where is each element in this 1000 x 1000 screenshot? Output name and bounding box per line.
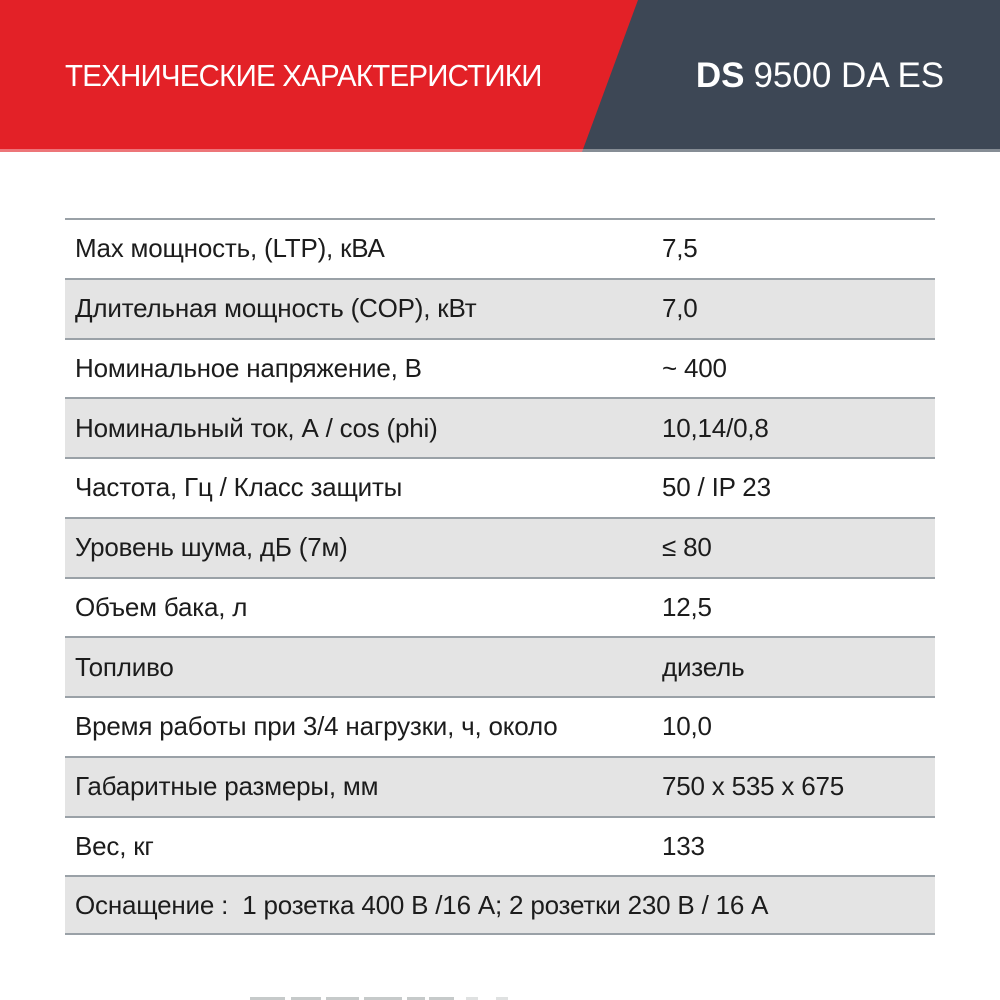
spec-value: 7,0 <box>662 293 698 324</box>
spec-label: Оснащение : 1 розетка 400 В /16 А; 2 розетки 230 В / 16 А <box>75 889 769 920</box>
header-band <box>0 0 1000 152</box>
spec-value: ≤ 80 <box>662 532 712 563</box>
spec-value: 133 <box>662 830 705 861</box>
table-row <box>65 636 935 696</box>
table-row <box>65 816 935 876</box>
spec-label: Объем бака, л <box>75 591 248 622</box>
table-row <box>65 756 935 816</box>
spec-label: Габаритные размеры, мм <box>75 771 379 802</box>
table-row <box>65 338 935 398</box>
spec-value: 50 / IP 23 <box>662 472 771 503</box>
table-row <box>65 218 935 278</box>
table-row <box>65 577 935 637</box>
spec-label: Номинальный ток, А / cos (phi) <box>75 412 438 443</box>
spec-value: дизель <box>662 651 745 682</box>
model-name-brand: DS <box>695 56 745 95</box>
spec-value: 750 x 535 x 675 <box>662 771 845 802</box>
table-row <box>65 517 935 577</box>
table-row <box>65 457 935 517</box>
table-row <box>65 696 935 756</box>
spec-label: Max мощность, (LTP), кВА <box>75 233 385 264</box>
spec-label: Уровень шума, дБ (7м) <box>75 532 348 563</box>
page-title: ТЕХНИЧЕСКИЕ ХАРАКТЕРИСТИКИ <box>65 58 542 93</box>
spec-label: Топливо <box>75 651 174 682</box>
spec-label: Длительная мощность (COP), кВт <box>75 293 477 324</box>
table-row <box>65 278 935 338</box>
spec-label: Частота, Гц / Класс защиты <box>75 472 403 503</box>
table-row <box>65 875 935 935</box>
spec-value: ~ 400 <box>662 352 727 383</box>
spec-value: 7,5 <box>662 233 698 264</box>
spec-table <box>65 218 935 935</box>
spec-label: Время работы при 3/4 нагрузки, ч, около <box>75 711 558 742</box>
model-name <box>640 0 1000 152</box>
spec-value: 10,0 <box>662 711 712 742</box>
spec-label: Номинальное напряжение, В <box>75 352 422 383</box>
spec-label: Вес, кг <box>75 830 154 861</box>
spec-value: 10,14/0,8 <box>662 412 769 443</box>
table-row <box>65 397 935 457</box>
model-name-number: 9500 DA ES <box>753 56 945 95</box>
spec-value: 12,5 <box>662 591 712 622</box>
